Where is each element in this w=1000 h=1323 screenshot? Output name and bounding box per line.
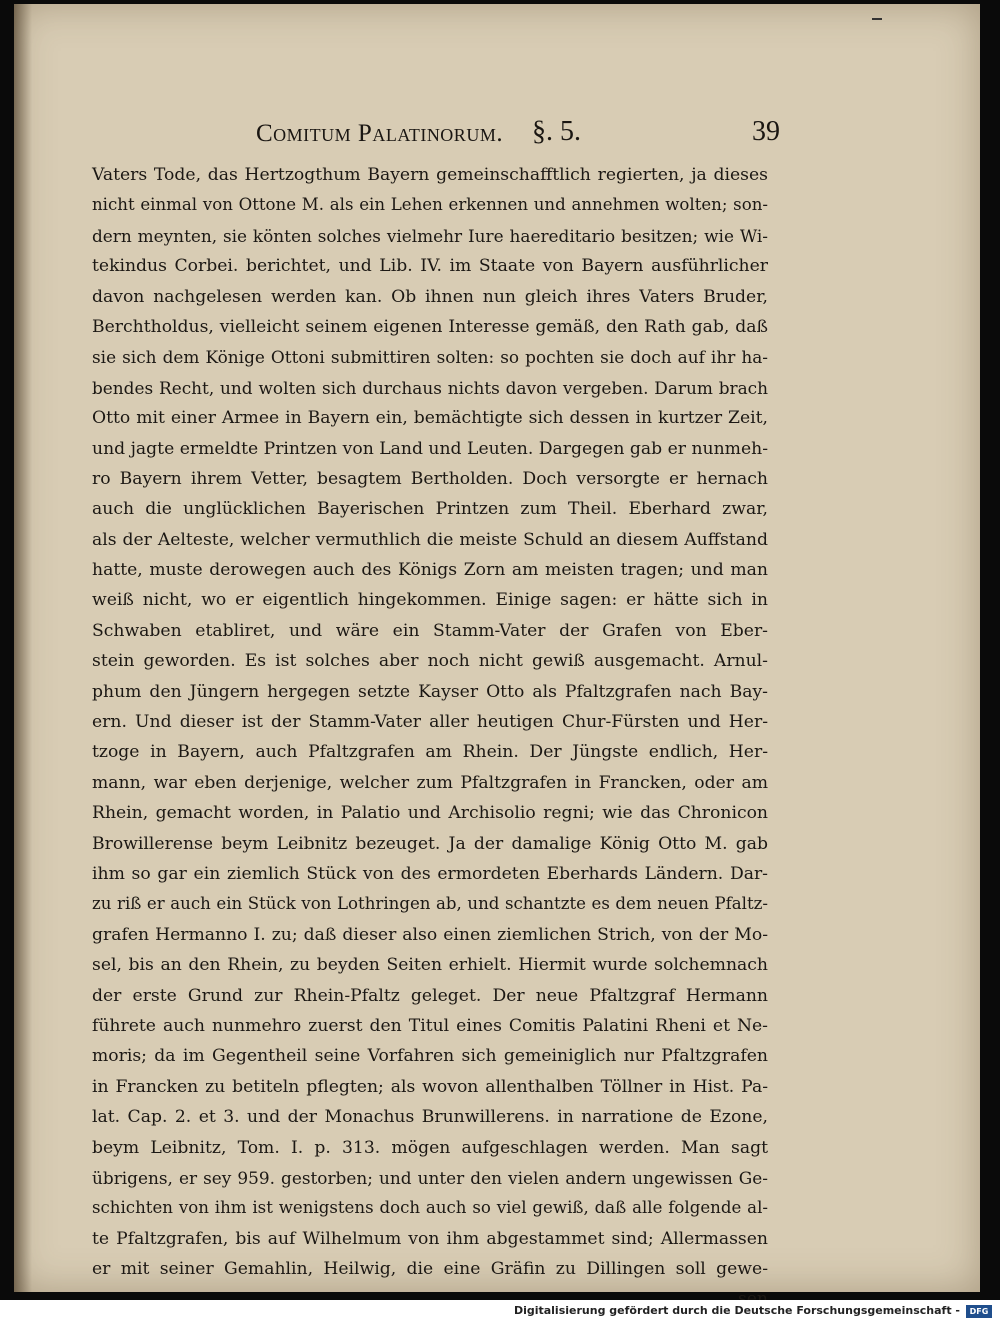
text-line: als der Aelteste, welcher vermuthlich die meiste Schuld an diesem Auffstand (92, 529, 768, 550)
edge-mark (872, 18, 882, 20)
text-line: übrigens, er sey 959. gestorben; und unter den vielen andern ungewissen Ge- (92, 1167, 768, 1188)
text-line: lat. Cap. 2. et 3. und der Monachus Brunwillerens. in narratione de Ezone, (92, 1107, 768, 1128)
text-line: tzoge in Bayern, auch Pfaltzgrafen am Rhein. Der Jüngste endlich, Her- (92, 742, 768, 763)
footer-bar (0, 1300, 1000, 1323)
section-mark: §. 5. (532, 116, 581, 147)
text-line: Schwaben etabliret, und wäre ein Stamm-Vater der Grafen von Eber- (92, 620, 768, 641)
text-line: stein geworden. Es ist solches aber noch nicht gewiß ausgemacht. Arnul- (92, 651, 768, 672)
text-line: sel, bis an den Rhein, zu beyden Seiten erhielt. Hiermit wurde solchemnach (92, 955, 768, 976)
text-line: beym Leibnitz, Tom. I. p. 313. mögen aufgeschlagen werden. Man sagt (92, 1137, 768, 1158)
footer-credit: Digitalisierung gefördert durch die Deutsche Forschungsgemeinschaft - (513, 1304, 960, 1317)
text-line: Vaters Tode, das Hertzogthum Bayern gemeinschafftlich regierten, ja dieses (92, 165, 768, 185)
body-text (92, 160, 768, 1315)
text-line: der erste Grund zur Rhein-Pfaltz geleget. Der neue Pfaltzgraf Hermann (92, 985, 768, 1006)
text-line: hatte, muste derowegen auch des Königs Zorn am meisten tragen; und man (92, 560, 768, 581)
text-line: Berchtholdus, vielleicht seinem eigenen Interesse gemäß, den Rath gab, daß (92, 316, 768, 337)
page-header (250, 116, 780, 156)
text-line: phum den Jüngern hergegen setzte Kayser Otto als Pfaltzgrafen nach Bay- (92, 681, 768, 702)
text-line: zu riß er auch ein Stück von Lothringen ab, und schantzte es dem neuen Pfaltz- (92, 894, 768, 914)
text-line: bendes Recht, und wolten sich durchaus nichts davon vergeben. Darum brach (92, 377, 768, 398)
text-line: führete auch nunmehro zuerst den Titul eines Comitis Palatini Rheni et Ne- (92, 1015, 768, 1036)
page-number: 39 (752, 116, 780, 147)
text-line: ern. Und dieser ist der Stamm-Vater aller heutigen Chur-Fürsten und Her- (92, 712, 768, 733)
text-line: schichten von ihm ist wenigstens doch auch so viel gewiß, daß alle folgende al- (92, 1198, 768, 1218)
text-line: grafen Hermanno I. zu; daß dieser also einen ziemlichen Strich, von der Mo- (92, 924, 768, 945)
text-line: dern meynten, sie könten solches vielmehr Iure haereditario besitzen; wie Wi- (92, 225, 768, 246)
text-line: ro Bayern ihrem Vetter, besagtem Bertholden. Doch versorgte er hernach (92, 468, 768, 489)
text-line: weiß nicht, wo er eigentlich hingekommen. Einige sagen: er hätte sich in (92, 590, 768, 611)
text-line: Rhein, gemacht worden, in Palatio und Archisolio regni; wie das Chronicon (92, 803, 768, 824)
dfg-logo-icon: DFG (966, 1305, 992, 1318)
text-line: te Pfaltzgrafen, bis auf Wilhelmum von ihm abgestammet sind; Allermassen (92, 1228, 768, 1249)
text-line: sie sich dem Könige Ottoni submittiren solten: so pochten sie doch auf ihr ha- (92, 347, 768, 368)
text-line: mann, war eben derjenige, welcher zum Pfaltzgrafen in Francken, oder am (92, 772, 768, 793)
text-line: tekindus Corbei. berichtet, und Lib. IV. im Staate von Bayern ausführlicher (92, 256, 768, 277)
text-line: auch die unglücklichen Bayerischen Printzen zum Theil. Eberhard zwar, (92, 499, 768, 520)
text-line: in Francken zu betiteln pflegten; als wovon allenthalben Töllner in Hist. Pa- (92, 1076, 768, 1097)
page-gutter-shadow (14, 4, 32, 1292)
text-line: Browillerense beym Leibnitz bezeuget. Ja der damalige König Otto M. gab (92, 833, 768, 854)
text-line: davon nachgelesen werden kan. Ob ihnen nun gleich ihres Vaters Bruder, (92, 286, 768, 307)
running-title: Comitum Palatinorum. (256, 120, 504, 147)
text-line: moris; da im Gegentheil seine Vorfahren sich gemeiniglich nur Pfaltzgrafen (92, 1046, 768, 1067)
text-line: ihm so gar ein ziemlich Stück von des ermordeten Eberhards Ländern. Dar- (92, 863, 768, 884)
text-line: Otto mit einer Armee in Bayern ein, bemächtigte sich dessen in kurtzer Zeit, (92, 408, 768, 429)
text-line: nicht einmal von Ottone M. als ein Lehen erkennen und annehmen wolten; son- (92, 195, 768, 215)
text-line: und jagte ermeldte Printzen von Land und Leuten. Dargegen gab er nunmeh- (92, 438, 769, 459)
text-line: er mit seiner Gemahlin, Heilwig, die eine Gräfin zu Dillingen soll gewe- (92, 1259, 768, 1280)
